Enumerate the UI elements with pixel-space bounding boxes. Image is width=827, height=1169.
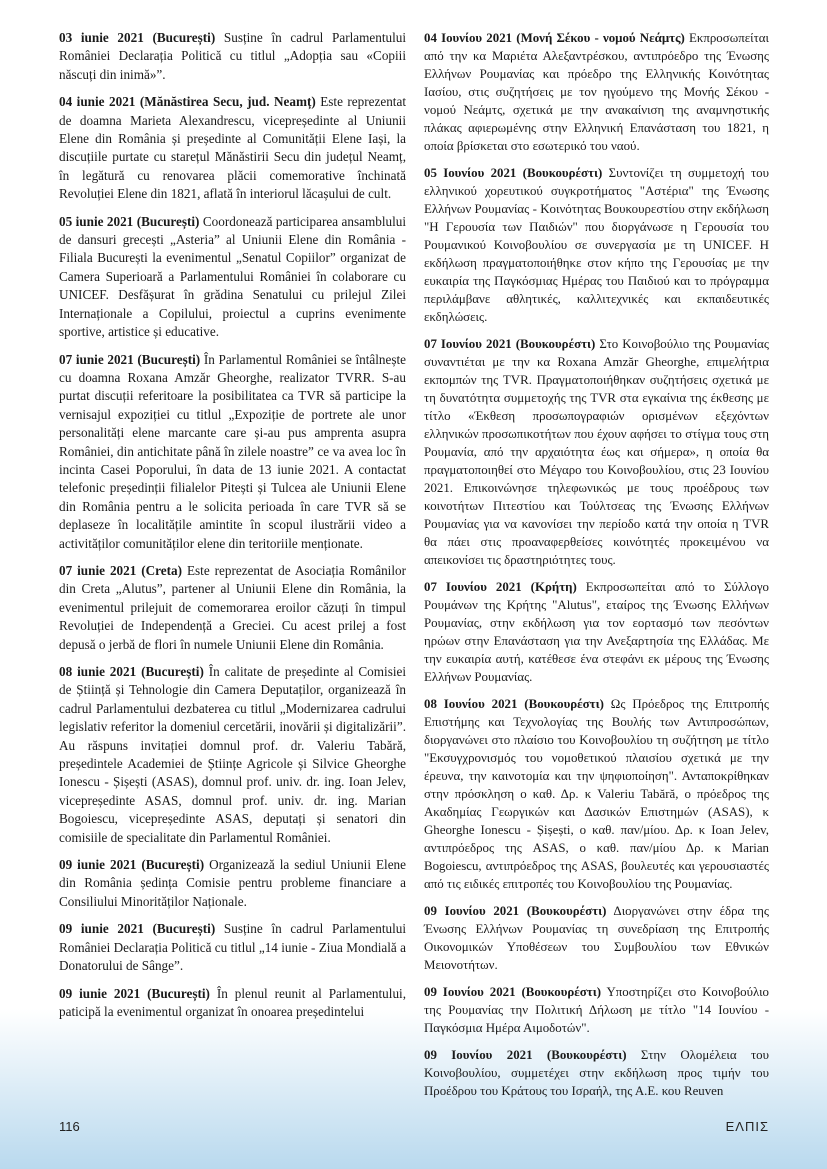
entry-text: Στο Κοινοβούλιο της Ρουμανίας συναντιέται με την κα Roxana Amzăr Gheorghe, επιμελήτρια εκπομπών της TVR. Πραγματοποιήθηκαν συζητήσεις σχετικά με τη δυνατότητα συμμετοχής της TVR στα εγκαίνια της έκθεσης με τίτλο «Έκθεση προσωπογραφιών ορισμένων εξεχόντων ελληνικών προσωπικοτήτων που έχουν αφήσει το στίγμα τους στη Ρουμανία, από την αρχαιότητα έως και σήμερα», η οποία θα πραγματοποιηθεί στο Μέγαρο του Κοινοβουλίου, στις 23 Ιουνίου 2021. Επικοινώνησε τηλεφωνικώς με τους προέδρους των κοινοτήτων Πιτεστίου και Τούλτσεας της Ένωσης Ελλήνων Ρουμανίας για να κανονίσει την περίοδο κατά την οποία η TVR θα πάει στις προαναφερθείσες κοινότητές προκειμένου να απεικονίσει τις δραστηριότητες τους. [424,337,769,567]
chronicle-entry [424,983,769,1037]
entry-text: Ως Πρόεδρος της Επιτροπής Επιστήμης και Τεχνολογίας της Βουλής των Αντιπροσώπων, διοργανώνει στο πλαίσιο του Κοινοβουλίου τη συζήτηση με τίτλο "Εκσυγχρονισμός του νομοθετικού πλαισίου σχετικά με την έρευνα, την καινοτομία και την ψηφιοποίηση". Ανταποκρίθηκαν στην πρόσκληση ο καθ. Δρ. κ Valeriu Tabără, ο πρόεδρος της Ακαδημίας Γεωργικών και Δασικών Επιστημών (ASAS), κ Gheorghe Ionescu - Șișești, ο καθ. παν/μίου. Δρ. κ Ioan Jelev, αντιπρόεδρος της ASAS, ο καθ. παν/μίου Δρ. κ Marian Bogoiescu, αντιπρόεδρος της ASAS, βουλευτές και γερουσιαστές από τις ειδικές επιτροπές του Κοινοβουλίου της Ρουμανίας. [424,697,769,891]
entry-text: Susține în cadrul Parlamentului României Declarația Politică cu titlul „Adopția sau «Copiii născuți din inimă»”. [59,30,406,82]
entry-date: 09 iunie 2021 (București) [59,857,205,873]
chronicle-entry [424,578,769,686]
entry-date: 09 Ιουνίου 2021 (Βουκουρέστι) [424,985,602,999]
chronicle-entry [424,902,769,974]
entry-text: Εκπροσωπείται από το Σύλλογο Ρουμάνων της Κρήτης "Alutus", εταίρος της Ένωσης Ελλήνων Ρουμανίας, στην εκδήλωση για τον εορτασμό των πεσόντων ηρώων στην Επανάσταση για την Ανεξαρτησία της Ελλάδας. Με την ευκαιρία αυτή, κατέθεσε ένα στεφάνι εκ μέρους της Ένωσης Ελλήνων Ρουμανίας. [424,580,769,684]
chronicle-entry [59,562,406,654]
entry-date: 03 iunie 2021 (București) [59,30,216,45]
entry-date: 08 iunie 2021 (București) [59,664,204,679]
entry-date: 09 iunie 2021 (București) [59,985,210,1001]
entry-text: Στην Ολομέλεια του Κοινοβουλίου, συμμετέχει στην εκδήλωση προς τιμήν του Προέδρου του Κράτους του Ισραήλ, της Α.Ε. κου Reuven [424,1048,769,1098]
entry-text: Εκπροσωπείται από την κα Μαριέτα Αλεξαντρέσκου, αντιπρόεδρο της Ένωσης Ελλήνων Ρουμανίας και πρόεδρο της Ελληνικής Κοινότητας Ιασίου, στις συζητήσεις με τον ηγούμενο της Μονής Σέκου - νομού Νεάμτς, σχετικά με την ανακαίνιση της αναμνηστικής πλάκας αφιερωμένης στην Ελληνική Επανάσταση του 1821, η οποία βρίσκεται στο εσωτερικό του ναού. [424,31,769,153]
entry-text: Διοργανώνει στην έδρα της Ένωσης Ελλήνων Ρουμανίας τη συνεδρίαση της Επιτροπής Οικονομικών Υποθέσεων του Συμβουλίου των Εθνικών Μειονοτήτων. [424,904,770,972]
entry-date: 04 iunie 2021 (Mănăstirea Secu, jud. Neamț) [59,94,316,110]
entry-date: 07 iunie 2021 (Creta) [59,562,183,578]
entry-date: 09 iunie 2021 (București) [59,921,216,937]
entry-date: 04 Ιουνίου 2021 (Μονή Σέκου - νομού Νεάμτς) [424,31,685,45]
entry-text: Υποστηρίζει στο Κοινοβούλιο της Ρουμανίας την Πολιτική Δήλωση με τίτλο "14 Ιουνίου - Παγκόσμια Ημέρα Αιμοδοτών". [424,985,770,1035]
chronicle-entry [59,663,406,847]
chronicle-entry [59,856,406,911]
chronicle-entry [424,335,769,569]
entry-date: 07 Ιουνίου 2021 (Κρήτη) [424,580,577,594]
entry-text: Coordonează participarea ansamblului de dansuri grecești „Asteria” al Uniunii Elene din România - Filiala București la evenimentul „Senatul Copiilor” organizat de Camera Superioară a Parlamentului României în colaborare cu UNICEF. Desfășurat în grădina Senatului cu prilejul Zilei Internaționale a Copilului, proiectul a cuprins evenimente sportive, artistice și educative. [59,213,406,340]
chronicle-entry [59,93,406,203]
entry-date: 07 iunie 2021 (București) [59,351,201,367]
chronicle-entry [59,351,406,553]
chronicle-entry [424,1046,769,1100]
chronicle-entry [59,213,406,342]
entry-text: Este reprezentat de Asociația Românilor din Creta „Alutus”, partener al Uniunii Elene din România, la evenimentul prilejuit de comemorarea eroilor căzuți în timpul Revoluției de Independență a Greciei. Cu acest prilej a fost depusă o jerbă de flori în numele Uniunii Elene din România. [59,562,406,652]
entry-date: 09 Ιουνίου 2021 (Βουκουρέστι) [424,904,607,918]
entry-date: 07 Ιουνίου 2021 (Βουκουρέστι) [424,337,596,351]
greek-column [424,29,769,1109]
entry-date: 05 Ιουνίου 2021 (Βουκουρέστι) [424,166,603,180]
chronicle-entry [424,164,769,326]
entry-text: Organizează la sediul Uniunii Elene din România ședința Comisie pentru probleme financiare a Consiliului Minorităților Naționale. [59,857,407,909]
chronicle-entry [424,695,769,893]
romanian-column [59,29,406,1030]
chronicle-entry [424,29,769,155]
chronicle-entry [59,920,406,975]
chronicle-entry [59,985,406,1022]
entry-text: În calitate de președinte al Comisiei de Știință și Tehnologie din Camera Deputaților, organizează în cadrul Parlamentului dezbaterea cu titlul „Modernizarea cadrului legislativ referitor la domeniul cercetării, inovării și digitalizării”. Au răspuns invitației domnul prof. dr. Valeriu Tabără, președintele Academiei de Științe Agricole și Silvice Gheorghe Ionescu - Șișești (ASAS), domnul prof. univ. dr. ing. Ioan Jelev, vicepreședinte ASAS, domnul prof. univ. dr. ing. Marian Bogoiescu, vicepreședinte ASAS, deputați și senatori din comisiile de specialitate din Parlamentul României. [59,664,407,845]
entry-text: În Parlamentul României se întâlnește cu doamna Roxana Amzăr Gheorghe, realizator TVRR. S-au purtat discuții referitoare la posibilitatea ca TVR să participe la vernisajul expoziției cu titlul „Expoziție de portrete ale unor personalități elene marcante care și-au pus amprenta asupra României, din antichitate până în zilele noastre” ce va avea loc în incinta Casei Poporului, în data de 13 iunie 2021. A contactat telefonic președinții filialelor Pitești și Tulcea ale Uniunii Elene din România pentru a le solicita perioada în care TVR să se deplaseze în localitățile amintite în scopul ilustrării video a activităților comunităților elene din teritoriile menționate. [59,351,406,551]
journal-name: ΕΛΠΙΣ [725,1119,769,1134]
entry-date: 09 Ιουνίου 2021 (Βουκουρέστι) [424,1048,627,1062]
entry-date: 08 Ιουνίου 2021 (Βουκουρέστι) [424,697,604,711]
page-number: 116 [59,1119,80,1134]
entry-date: 05 iunie 2021 (București) [59,213,200,229]
chronicle-entry [59,29,406,84]
entry-text: Este reprezentat de doamna Marieta Alexandrescu, vicepreședinte al Uniunii Elene din România și președinte al Comunității Elene Iași, la discuțiile purtate cu starețul Mănăstirii Secu din județul Neamț, în legătură cu renovarea plăcii comemorative închinată Revoluției Elene din 1821, aflată în interiorul lăcașului de cult. [59,94,406,202]
entry-text: În plenul reunit al Parlamentului, paticipă la evenimentul organizat în onoarea președintelui [59,985,406,1019]
entry-text: Συντονίζει τη συμμετοχή του ελληνικού χορευτικού συγκροτήματος "Αστέρια" της Ένωσης Ελλήνων Ρουμανίας - Κοινότητας Βουκουρεστίου στην εκδήλωση "Η Γερουσία των Παιδιών" που διοργάνωσε η Γερουσία του Ρουμανικού Κοινοβουλίου σε συνεργασία με τη UNICEF. Η εκδήλωση πραγματοποιήθηκε στον κήπο της Γερουσίας με την ευκαιρία της Παγκόσμιας Ημέρας του Παιδιού και το πρόγραμμα περιλάμβανε αθλητικές, καλλιτεχνικές και εκπαιδευτικές εκδηλώσεις. [424,166,769,324]
entry-text: Susține în cadrul Parlamentului României Declarația Politică cu titlul „14 iunie - Ziua Mondială a Donatorului de Sânge”. [59,921,406,974]
